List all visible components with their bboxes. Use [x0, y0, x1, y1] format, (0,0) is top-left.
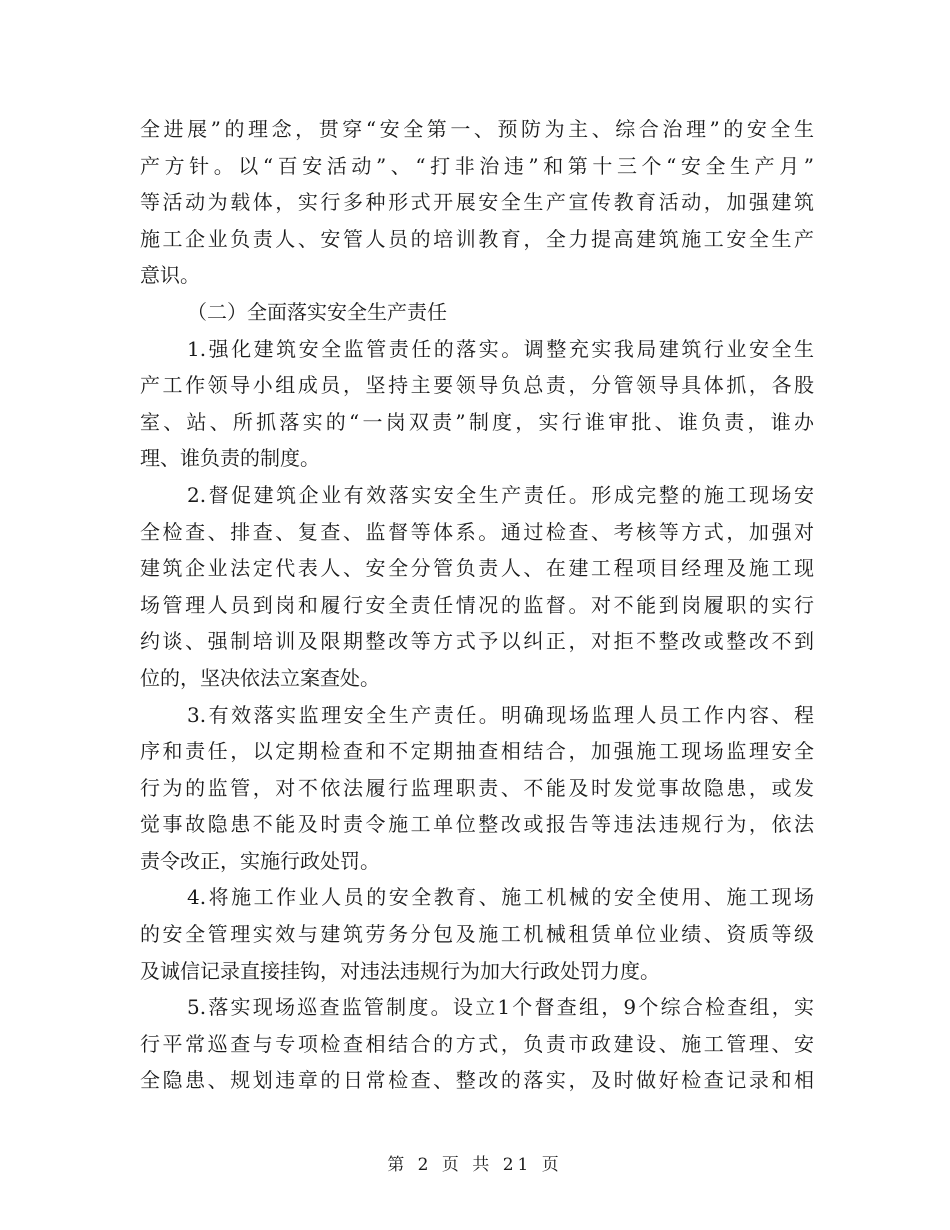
text-line: 及诚信记录直接挂钩，对违法违规行为加大行政处罚力度。 — [140, 958, 660, 983]
text-line: 行平常巡查与专项检查相结合的方式，负责市政建设、施工管理、安 — [140, 1031, 814, 1056]
text-line: 等活动为载体，实行多种形式开展安全生产宣传教育活动，加强建筑 — [140, 190, 814, 215]
document-body — [140, 111, 814, 1099]
text-line: 全检查、排查、复查、监督等体系。通过检查、考核等方式，加强对 — [140, 519, 814, 544]
text-line: 产方针。以“百安活动”、“打非治违”和第十三个“安全生产月” — [140, 153, 814, 178]
text-line: 序和责任，以定期检查和不定期抽查相结合，加强施工现场监理安全 — [140, 739, 814, 764]
text-line: 场管理人员到岗和履行安全责任情况的监督。对不能到岗履职的实行 — [140, 592, 814, 617]
text-line: 行为的监管，对不依法履行监理职责、不能及时发觉事故隐患，或发 — [140, 775, 814, 800]
text-line: 产工作领导小组成员，坚持主要领导负总责，分管领导具体抓，各股 — [140, 373, 814, 398]
text-line: 施工企业负责人、安管人员的培训教育，全力提高建筑施工安全生产 — [140, 226, 814, 251]
page-number-footer: 第 2 页 共 21 页 — [387, 1155, 563, 1175]
text-line: 5.落实现场巡查监管制度。设立1个督查组，9个综合检查组，实 — [187, 995, 814, 1020]
text-line: 全隐患、规划违章的日常检查、整改的落实，及时做好检查记录和相 — [140, 1068, 814, 1093]
text-line: 3.有效落实监理安全生产责任。明确现场监理人员工作内容、程 — [187, 702, 814, 727]
text-line: 建筑企业法定代表人、安全分管负责人、在建工程项目经理及施工现 — [140, 556, 814, 581]
text-line: 4.将施工作业人员的安全教育、施工机械的安全使用、施工现场 — [187, 885, 814, 910]
text-line: 约谈、强制培训及限期整改等方式予以纠正，对拒不整改或整改不到 — [140, 629, 814, 654]
text-line: 意识。 — [140, 263, 200, 288]
text-line: 觉事故隐患不能及时责令施工单位整改或报告等违法违规行为，依法 — [140, 812, 814, 837]
text-line: 位的，坚决依法立案查处。 — [140, 665, 380, 690]
text-line: 的安全管理实效与建筑劳务分包及施工机械租赁单位业绩、资质等级 — [140, 922, 814, 947]
text-line: 责令改正，实施行政处罚。 — [140, 848, 380, 873]
text-line: 2.督促建筑企业有效落实安全生产责任。形成完整的施工现场安 — [187, 482, 814, 507]
text-line: 理、谁负责的制度。 — [140, 446, 320, 471]
section-heading: （二）全面落实安全生产责任 — [187, 299, 447, 324]
text-line: 全进展”的理念，贯穿“安全第一、预防为主、综合治理”的安全生 — [140, 117, 814, 141]
text-line: 1.强化建筑安全监管责任的落实。调整充实我局建筑行业安全生 — [187, 336, 814, 361]
text-line: 室、站、所抓落实的“一岗双责”制度，实行谁审批、谁负责，谁办 — [140, 409, 814, 434]
